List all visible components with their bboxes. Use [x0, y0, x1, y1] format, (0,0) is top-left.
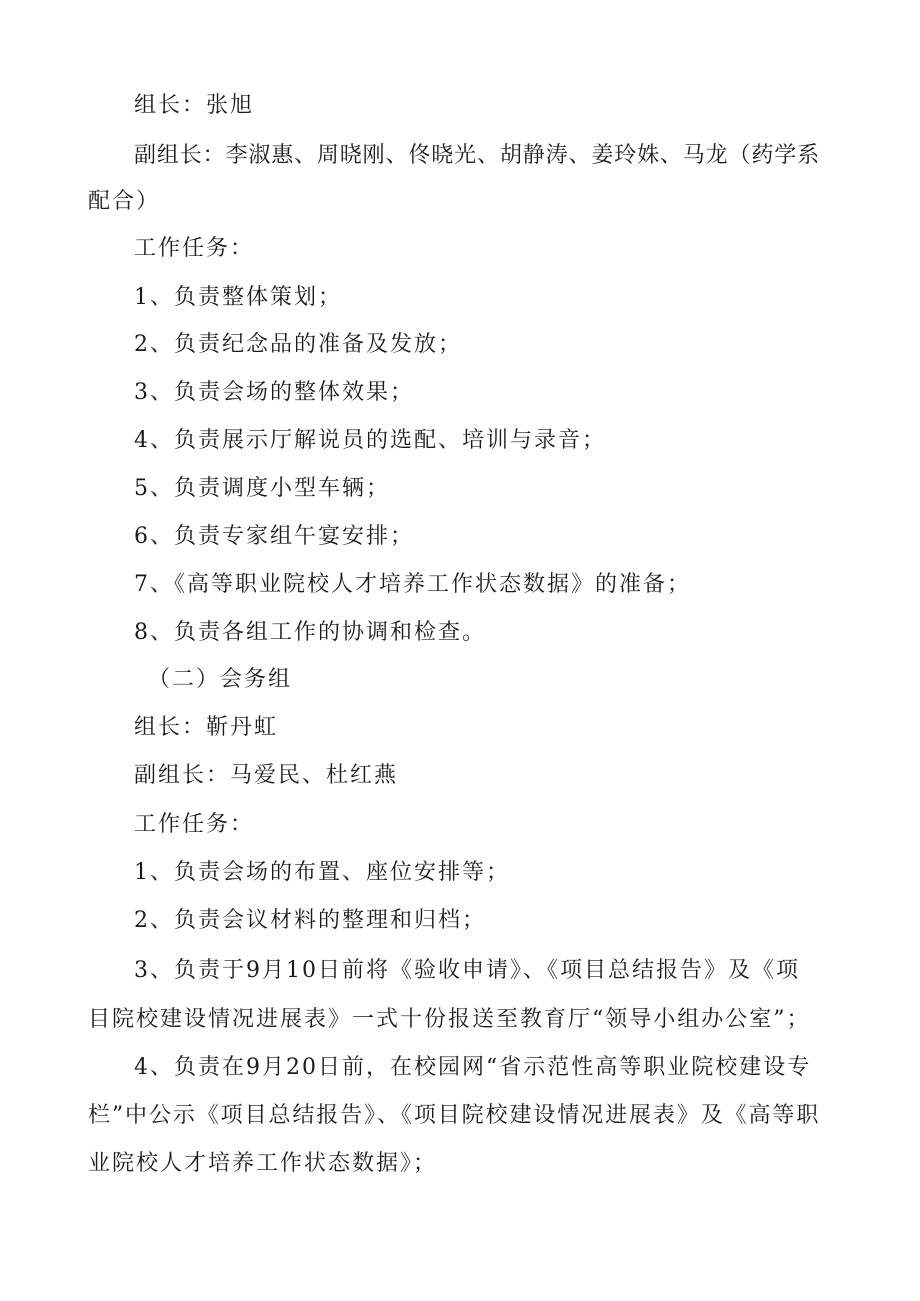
task-item: 2、负责会议材料的整理和归档； — [134, 908, 486, 933]
leader-line: 组长：靳丹虹 — [134, 715, 279, 740]
deputy-leader-line: 副组长：李淑惠、周晓刚、佟晓光、胡静涛、姜玲姝、马龙（药学系 — [134, 143, 821, 168]
deputy-leader-line-cont: 配合） — [88, 189, 161, 214]
task-item: 2、负责纪念品的准备及发放； — [134, 332, 462, 357]
task-item: 8、负责各组工作的协调和检查。 — [134, 620, 486, 645]
leader-line: 组长：张旭 — [134, 93, 255, 118]
task-item: 3、负责会场的整体效果； — [134, 380, 414, 405]
task-item: 3、负责于9月10日前将《验收申请》、《项目总结报告》及《项 — [134, 958, 800, 983]
section-heading: （二）会务组 — [148, 667, 293, 692]
task-item: 6、负责专家组午宴安排； — [134, 524, 414, 549]
task-item-cont: 业院校人才培养工作状态数据》； — [88, 1151, 438, 1176]
task-item: 1、负责会场的布置、座位安排等； — [134, 860, 510, 885]
tasks-heading: 工作任务： — [134, 812, 255, 837]
task-item: 4、负责展示厅解说员的选配、培训与录音； — [134, 428, 606, 453]
task-item-cont: 栏”中公示《项目总结报告》、《项目院校建设情况进展表》及《高等职 — [88, 1103, 821, 1128]
tasks-heading: 工作任务： — [134, 236, 255, 261]
task-item: 4、负责在9月20日前，在校园网“省示范性高等职业院校建设专 — [134, 1055, 812, 1080]
task-item: 1、负责整体策划； — [134, 285, 342, 310]
task-item: 7、《高等职业院校人才培养工作状态数据》的准备； — [134, 572, 691, 597]
task-item: 5、负责调度小型车辆； — [134, 476, 390, 501]
deputy-leader-line: 副组长：马爱民、杜红燕 — [134, 763, 399, 788]
task-item-cont: 目院校建设情况进展表》一式十份报送至教育厅“领导小组办公室”； — [88, 1007, 811, 1032]
